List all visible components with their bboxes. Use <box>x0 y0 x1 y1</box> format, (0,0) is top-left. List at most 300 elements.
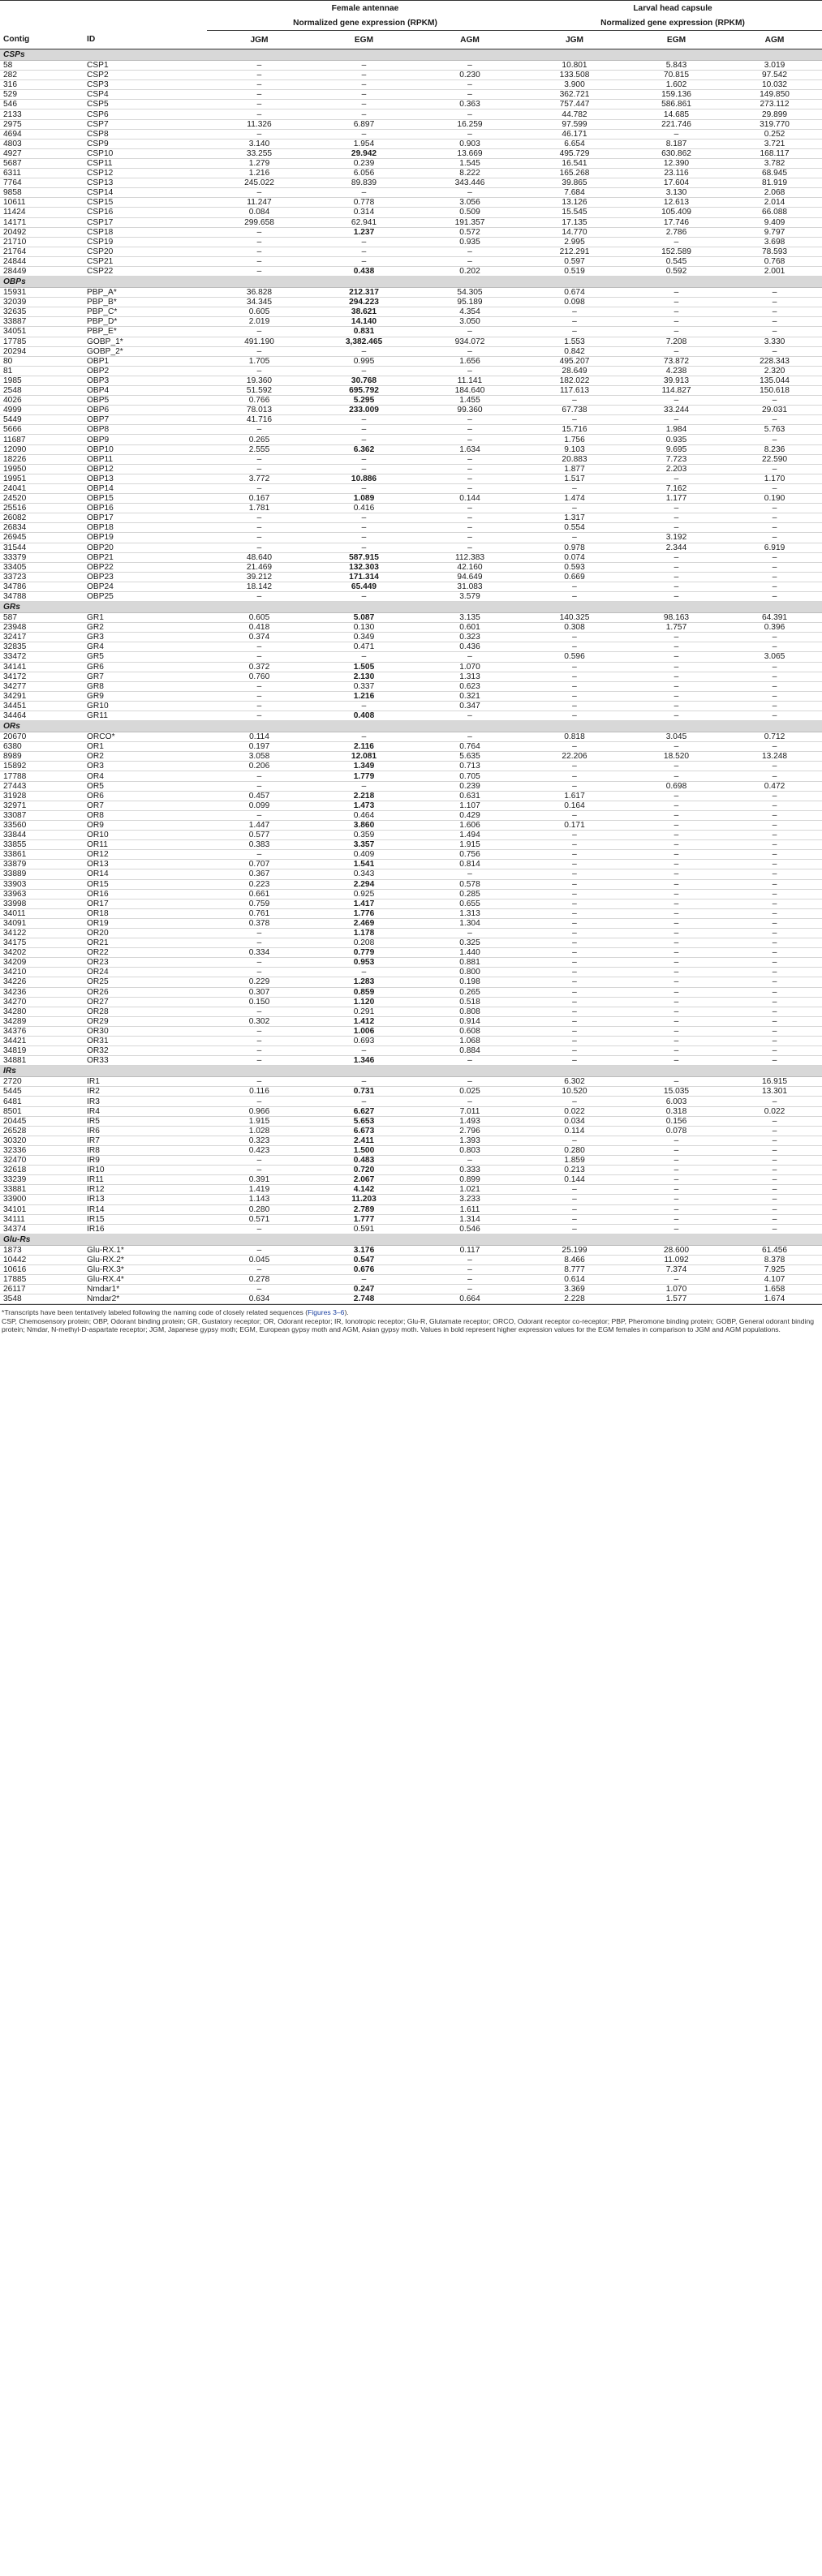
value-cell: – <box>727 850 822 860</box>
id-cell: IR5 <box>80 1116 207 1126</box>
table-row <box>0 169 822 178</box>
value-cell: – <box>416 1097 523 1106</box>
value-cell: 10.886 <box>312 474 416 483</box>
id-cell: OBP3 <box>80 376 207 385</box>
contig-cell: 34172 <box>0 672 80 681</box>
value-cell: – <box>626 652 727 662</box>
id-cell: OR31 <box>80 1037 207 1046</box>
contig-cell: 17885 <box>0 1275 80 1285</box>
value-cell: 0.713 <box>416 762 523 771</box>
value-cell: – <box>312 366 416 376</box>
value-cell: – <box>727 307 822 317</box>
value-cell: 140.325 <box>523 613 626 623</box>
value-cell: 1.089 <box>312 494 416 504</box>
value-cell: – <box>626 899 727 908</box>
table-row <box>0 513 822 523</box>
table-row <box>0 662 822 672</box>
value-cell: 0.383 <box>207 840 312 850</box>
value-cell: – <box>727 879 822 889</box>
table-row <box>0 1056 822 1066</box>
table-row <box>0 752 822 762</box>
value-cell: – <box>626 928 727 938</box>
value-cell: – <box>727 1056 822 1066</box>
table-row <box>0 1106 822 1116</box>
value-cell: – <box>626 1007 727 1016</box>
value-cell: 3.192 <box>626 533 727 543</box>
value-cell: 630.862 <box>626 148 727 158</box>
table-row <box>0 474 822 483</box>
value-cell: – <box>523 781 626 791</box>
value-cell: 1.412 <box>312 1016 416 1026</box>
value-cell: 70.815 <box>626 71 727 80</box>
value-cell: – <box>727 504 822 513</box>
value-cell: 1.617 <box>523 791 626 801</box>
value-cell: – <box>523 977 626 987</box>
value-cell: 1.143 <box>207 1195 312 1204</box>
value-cell: 1.177 <box>626 494 727 504</box>
value-cell: 38.621 <box>312 307 416 317</box>
value-cell: 61.456 <box>727 1245 822 1255</box>
value-cell: 5.653 <box>312 1116 416 1126</box>
table-row <box>0 850 822 860</box>
table-row <box>0 1204 822 1214</box>
value-cell: – <box>727 860 822 869</box>
table-row <box>0 464 822 474</box>
value-cell: 39.212 <box>207 572 312 582</box>
value-cell: 1.419 <box>207 1185 312 1195</box>
id-cell: OBP19 <box>80 533 207 543</box>
value-cell: 171.314 <box>312 572 416 582</box>
value-cell: – <box>626 820 727 830</box>
value-cell: – <box>207 366 312 376</box>
value-cell: – <box>207 80 312 90</box>
table-row <box>0 899 822 908</box>
value-cell: – <box>207 1224 312 1234</box>
value-cell: 16.541 <box>523 158 626 168</box>
value-cell: 78.593 <box>727 247 822 256</box>
value-cell: 14.140 <box>312 317 416 327</box>
value-cell: 15.545 <box>523 208 626 217</box>
value-cell: 25.199 <box>523 1245 626 1255</box>
value-cell: 0.661 <box>207 889 312 899</box>
table-row <box>0 1285 822 1294</box>
value-cell: – <box>207 454 312 464</box>
value-cell: 1.494 <box>416 831 523 840</box>
value-cell: 7.162 <box>626 483 727 493</box>
value-cell: 1.473 <box>312 801 416 810</box>
value-cell: – <box>416 464 523 474</box>
id-cell: IR13 <box>80 1195 207 1204</box>
value-cell: – <box>207 781 312 791</box>
value-cell: – <box>727 918 822 928</box>
footnote-1: *Transcripts have been tentatively labeled following the naming code of closely related sequences (Figures 3–6). <box>2 1308 349 1317</box>
contig-cell: 26528 <box>0 1126 80 1136</box>
value-cell: – <box>727 396 822 406</box>
table-row <box>0 1175 822 1185</box>
value-cell: 343.446 <box>416 178 523 188</box>
value-cell: 1.954 <box>312 139 416 148</box>
id-cell: IR15 <box>80 1214 207 1224</box>
id-cell: CSP20 <box>80 247 207 256</box>
value-cell: – <box>207 227 312 237</box>
value-cell: – <box>626 1175 727 1185</box>
value-cell: 0.230 <box>416 71 523 80</box>
id-cell: Nmdar1* <box>80 1285 207 1294</box>
contig-cell: 5666 <box>0 425 80 435</box>
table-row <box>0 208 822 217</box>
id-cell: IR4 <box>80 1106 207 1116</box>
value-cell: – <box>207 71 312 80</box>
id-cell: OR29 <box>80 1016 207 1026</box>
value-cell: 0.707 <box>207 860 312 869</box>
value-cell: 6.627 <box>312 1106 416 1116</box>
id-cell: OBP9 <box>80 435 207 444</box>
contig-cell: 34788 <box>0 591 80 601</box>
value-cell: 2.130 <box>312 672 416 681</box>
table-row <box>0 1026 822 1036</box>
value-cell: 0.208 <box>312 938 416 948</box>
id-cell: CSP16 <box>80 208 207 217</box>
value-cell: – <box>727 810 822 820</box>
id-cell: CSP10 <box>80 148 207 158</box>
value-cell: 0.720 <box>312 1166 416 1175</box>
value-cell: 4.142 <box>312 1185 416 1195</box>
value-cell: – <box>727 662 822 672</box>
value-cell: – <box>727 288 822 298</box>
contig-cell: 2720 <box>0 1077 80 1087</box>
value-cell: 1.777 <box>312 1214 416 1224</box>
value-cell: – <box>626 938 727 948</box>
id-cell: PBP_E* <box>80 327 207 337</box>
female-antennae-header: Female antennae <box>207 1 523 16</box>
value-cell: 17.135 <box>523 217 626 227</box>
value-cell: 191.357 <box>416 217 523 227</box>
id-cell: GR1 <box>80 613 207 623</box>
value-cell: – <box>207 1056 312 1066</box>
table-row <box>0 148 822 158</box>
table-row <box>0 444 822 454</box>
value-cell: 21.469 <box>207 562 312 572</box>
value-cell: 2.218 <box>312 791 416 801</box>
value-cell: 0.156 <box>626 1116 727 1126</box>
contig-cell: 34376 <box>0 1026 80 1036</box>
value-cell: – <box>523 327 626 337</box>
value-cell: – <box>727 1016 822 1026</box>
id-cell: OR20 <box>80 928 207 938</box>
value-cell: 0.631 <box>416 791 523 801</box>
col-header: JGM <box>207 31 312 49</box>
value-cell: – <box>727 435 822 444</box>
value-cell: – <box>727 701 822 711</box>
value-cell: – <box>727 791 822 801</box>
value-cell: 586.861 <box>626 100 727 109</box>
value-cell: – <box>626 889 727 899</box>
value-cell: 0.114 <box>207 732 312 742</box>
value-cell: – <box>626 860 727 869</box>
value-cell: – <box>312 513 416 523</box>
value-cell: – <box>523 742 626 752</box>
table-row <box>0 1264 822 1274</box>
value-cell: 0.800 <box>416 968 523 977</box>
value-cell: 12.081 <box>312 752 416 762</box>
id-cell: Glu-RX.2* <box>80 1255 207 1264</box>
value-cell: – <box>727 552 822 562</box>
value-cell: 2.203 <box>626 464 727 474</box>
value-cell: 0.756 <box>416 850 523 860</box>
table-row <box>0 543 822 552</box>
section-title: ORs <box>0 721 822 732</box>
value-cell: 1.120 <box>312 997 416 1007</box>
value-cell: – <box>207 237 312 247</box>
value-cell: 0.265 <box>416 987 523 997</box>
contig-cell: 2975 <box>0 119 80 129</box>
section-title: OBPs <box>0 277 822 288</box>
value-cell: 0.337 <box>312 681 416 691</box>
value-cell: – <box>727 1175 822 1185</box>
value-cell: – <box>626 317 727 327</box>
value-cell: 2.748 <box>312 1294 416 1304</box>
contig-cell: 33472 <box>0 652 80 662</box>
id-cell: IR16 <box>80 1224 207 1234</box>
value-cell: 0.025 <box>416 1087 523 1097</box>
value-cell: 299.658 <box>207 217 312 227</box>
value-cell: – <box>207 1245 312 1255</box>
table-row <box>0 1145 822 1155</box>
value-cell: 11.141 <box>416 376 523 385</box>
value-cell: 1.500 <box>312 1145 416 1155</box>
value-cell: 28.649 <box>523 366 626 376</box>
value-cell: 105.409 <box>626 208 727 217</box>
value-cell: – <box>312 247 416 256</box>
contig-cell: 1873 <box>0 1245 80 1255</box>
value-cell: 3.140 <box>207 139 312 148</box>
figures-link[interactable]: Figures 3–6 <box>308 1308 345 1317</box>
id-cell: GR4 <box>80 642 207 652</box>
value-cell: – <box>523 317 626 327</box>
value-cell: 4.354 <box>416 307 523 317</box>
id-cell: OR1 <box>80 742 207 752</box>
table-row <box>0 1294 822 1304</box>
contig-cell: 32039 <box>0 298 80 307</box>
value-cell: – <box>626 1156 727 1166</box>
value-cell: 8.187 <box>626 139 727 148</box>
value-cell: – <box>626 958 727 968</box>
value-cell: 0.768 <box>727 256 822 266</box>
value-cell: 0.363 <box>416 100 523 109</box>
value-cell: 0.372 <box>207 662 312 672</box>
value-cell: – <box>312 237 416 247</box>
value-cell: – <box>416 928 523 938</box>
value-cell: – <box>416 454 523 464</box>
table-row <box>0 701 822 711</box>
id-cell: OR30 <box>80 1026 207 1036</box>
table-row <box>0 1126 822 1136</box>
table-row <box>0 591 822 601</box>
value-cell: 11.203 <box>312 1195 416 1204</box>
contig-cell: 10442 <box>0 1255 80 1264</box>
id-cell: CSP3 <box>80 80 207 90</box>
footnotes <box>0 1305 822 1333</box>
value-cell: 36.828 <box>207 288 312 298</box>
value-cell: – <box>207 591 312 601</box>
value-cell: – <box>416 129 523 139</box>
value-cell: – <box>626 327 727 337</box>
value-cell: 0.605 <box>207 307 312 317</box>
value-cell: 0.953 <box>312 958 416 968</box>
value-cell: – <box>207 1046 312 1056</box>
contig-cell: 17788 <box>0 771 80 781</box>
contig-cell: 34122 <box>0 928 80 938</box>
id-cell: CSP4 <box>80 90 207 100</box>
contig-cell: 34451 <box>0 701 80 711</box>
value-cell: 99.360 <box>416 406 523 415</box>
value-cell: 0.464 <box>312 810 416 820</box>
table-row <box>0 997 822 1007</box>
value-cell: 117.613 <box>523 386 626 396</box>
value-cell: 0.899 <box>416 1175 523 1185</box>
value-cell: 2.796 <box>416 1126 523 1136</box>
value-cell: 20.883 <box>523 454 626 464</box>
contig-cell: 33998 <box>0 899 80 908</box>
value-cell: – <box>312 1046 416 1056</box>
value-cell: 184.640 <box>416 386 523 396</box>
contig-cell: 34270 <box>0 997 80 1007</box>
table-row <box>0 1097 822 1106</box>
id-cell: PBP_B* <box>80 298 207 307</box>
value-cell: – <box>207 543 312 552</box>
value-cell: – <box>727 346 822 356</box>
value-cell: 89.839 <box>312 178 416 188</box>
value-cell: 1.517 <box>523 474 626 483</box>
value-cell: 233.009 <box>312 406 416 415</box>
contig-cell: 587 <box>0 613 80 623</box>
value-cell: 2.294 <box>312 879 416 889</box>
value-cell: 491.190 <box>207 337 312 346</box>
table-row <box>0 158 822 168</box>
value-cell: 0.343 <box>312 869 416 879</box>
value-cell: 9.695 <box>626 444 727 454</box>
value-cell: – <box>207 256 312 266</box>
value-cell: 6.897 <box>312 119 416 129</box>
value-cell: 1.304 <box>416 918 523 928</box>
value-cell: 9.409 <box>727 217 822 227</box>
value-cell: 1.393 <box>416 1136 523 1145</box>
value-cell: – <box>523 591 626 601</box>
value-cell: 159.136 <box>626 90 727 100</box>
value-cell: – <box>727 591 822 601</box>
value-cell: – <box>416 366 523 376</box>
value-cell: – <box>626 742 727 752</box>
id-cell: OR28 <box>80 1007 207 1016</box>
id-cell: OR16 <box>80 889 207 899</box>
value-cell: – <box>727 908 822 918</box>
value-cell: 1.757 <box>626 623 727 633</box>
value-cell: 0.280 <box>207 1204 312 1214</box>
section-header-row <box>0 277 822 288</box>
table-row <box>0 691 822 701</box>
value-cell: 3.135 <box>416 613 523 623</box>
value-cell: – <box>626 288 727 298</box>
value-cell: – <box>523 771 626 781</box>
value-cell: 6.362 <box>312 444 416 454</box>
value-cell: – <box>416 543 523 552</box>
value-cell: – <box>207 513 312 523</box>
value-cell: 2.228 <box>523 1294 626 1304</box>
contig-cell: 4026 <box>0 396 80 406</box>
value-cell: 13.669 <box>416 148 523 158</box>
id-cell: CSP11 <box>80 158 207 168</box>
value-cell: – <box>207 681 312 691</box>
table-row <box>0 958 822 968</box>
value-cell: 135.044 <box>727 376 822 385</box>
table-row <box>0 435 822 444</box>
value-cell: – <box>207 652 312 662</box>
value-cell: – <box>626 681 727 691</box>
value-cell: 1.440 <box>416 948 523 958</box>
value-cell: – <box>416 869 523 879</box>
value-cell: 0.239 <box>416 781 523 791</box>
table-row <box>0 90 822 100</box>
contig-cell: 28449 <box>0 266 80 276</box>
value-cell: 3.721 <box>727 139 822 148</box>
id-cell: Nmdar2* <box>80 1294 207 1304</box>
value-cell: 0.098 <box>523 298 626 307</box>
contig-cell: 6311 <box>0 169 80 178</box>
value-cell: – <box>312 1077 416 1087</box>
value-cell: – <box>207 1097 312 1106</box>
value-cell: – <box>207 100 312 109</box>
contig-cell: 26945 <box>0 533 80 543</box>
value-cell: 7.011 <box>416 1106 523 1116</box>
section-title: CSPs <box>0 49 822 61</box>
contig-cell: 81 <box>0 366 80 376</box>
value-cell: 0.396 <box>727 623 822 633</box>
contig-cell: 1985 <box>0 376 80 385</box>
value-cell: 0.321 <box>416 691 523 701</box>
value-cell: – <box>727 582 822 591</box>
value-cell: – <box>523 307 626 317</box>
table-row <box>0 860 822 869</box>
contig-cell: 33881 <box>0 1185 80 1195</box>
value-cell: 0.778 <box>312 198 416 208</box>
value-cell: 0.578 <box>416 879 523 889</box>
id-cell: IR2 <box>80 1087 207 1097</box>
col-header: EGM <box>312 31 416 49</box>
value-cell: – <box>416 652 523 662</box>
value-cell: – <box>416 533 523 543</box>
value-cell: 0.925 <box>312 889 416 899</box>
value-cell: 0.592 <box>626 266 727 276</box>
id-cell: IR10 <box>80 1166 207 1175</box>
table-row <box>0 337 822 346</box>
value-cell: 0.608 <box>416 1026 523 1036</box>
value-cell: – <box>207 642 312 652</box>
id-cell: Glu-RX.4* <box>80 1275 207 1285</box>
value-cell: 2.555 <box>207 444 312 454</box>
id-cell: OR10 <box>80 831 207 840</box>
contig-cell: 5445 <box>0 1087 80 1097</box>
value-cell: – <box>207 1285 312 1294</box>
value-cell: 14.685 <box>626 109 727 119</box>
value-cell: – <box>207 188 312 198</box>
id-cell: OBP16 <box>80 504 207 513</box>
id-cell: OR32 <box>80 1046 207 1056</box>
value-cell: 1.283 <box>312 977 416 987</box>
table-row <box>0 820 822 830</box>
id-cell: GR11 <box>80 711 207 721</box>
value-cell: 0.760 <box>207 672 312 681</box>
value-cell: 6.302 <box>523 1077 626 1087</box>
